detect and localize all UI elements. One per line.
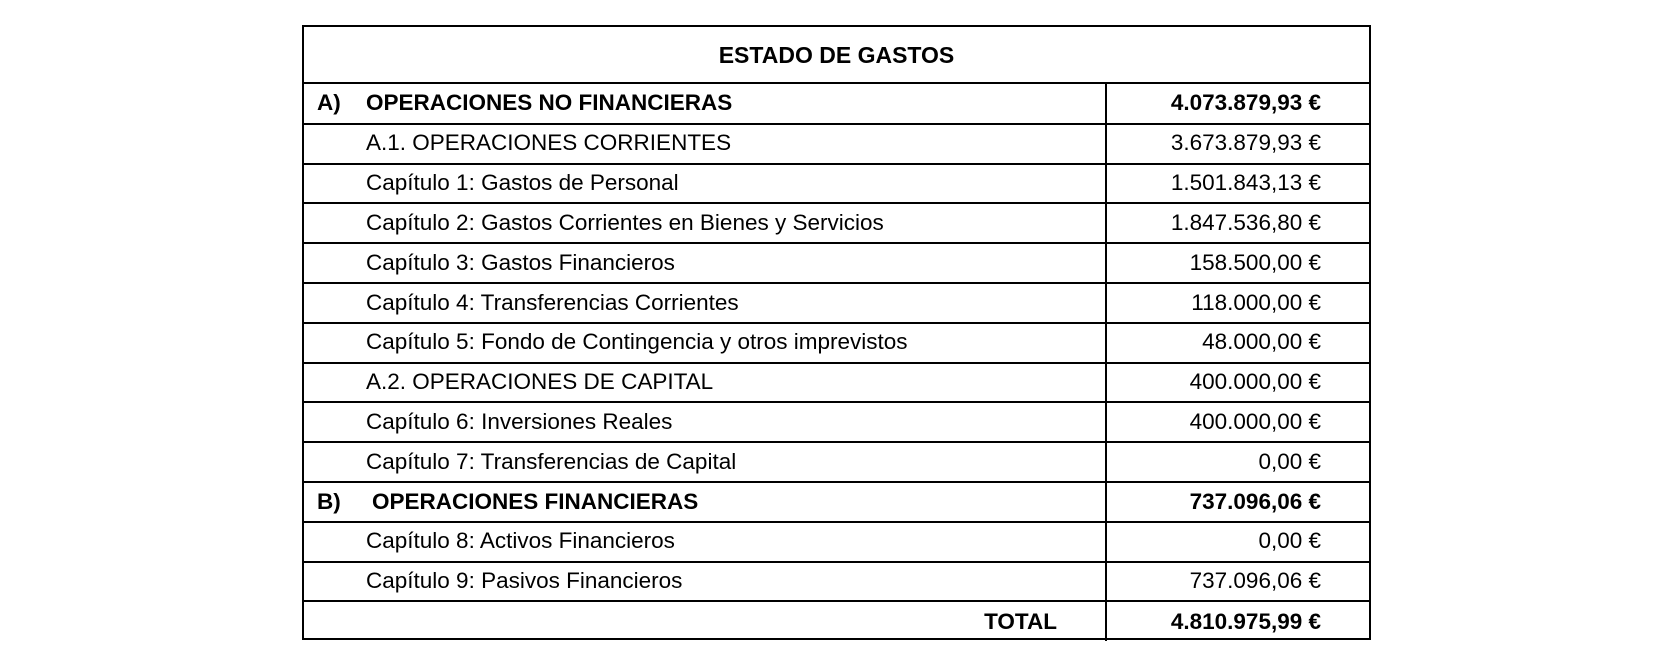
row-amount: 737.096,06 € (1106, 562, 1369, 602)
row-description: Capítulo 3: Gastos Financieros (360, 243, 1106, 283)
row-letter (304, 124, 360, 164)
table-row (304, 124, 1369, 164)
row-letter (304, 203, 360, 243)
row-amount: 0,00 € (1106, 522, 1369, 562)
row-amount: 4.073.879,93 € (1106, 84, 1369, 124)
row-letter (304, 402, 360, 442)
row-description: A.1. OPERACIONES CORRIENTES (360, 124, 1106, 164)
table-row (304, 363, 1369, 403)
table-row (304, 323, 1369, 363)
row-letter (304, 323, 360, 363)
row-amount: 158.500,00 € (1106, 243, 1369, 283)
table-row (304, 442, 1369, 482)
row-description: Capítulo 6: Inversiones Reales (360, 402, 1106, 442)
row-amount: 48.000,00 € (1106, 323, 1369, 363)
total-amount: 4.810.975,99 € (1106, 601, 1369, 641)
row-description: Capítulo 1: Gastos de Personal (360, 164, 1106, 204)
row-letter (304, 283, 360, 323)
row-amount: 400.000,00 € (1106, 402, 1369, 442)
total-letter-cell (304, 601, 360, 641)
row-description: Capítulo 7: Transferencias de Capital (360, 442, 1106, 482)
table-row (304, 522, 1369, 562)
row-description: Capítulo 2: Gastos Corrientes en Bienes y Servicios (360, 203, 1106, 243)
table-row (304, 562, 1369, 602)
row-description: Capítulo 4: Transferencias Corrientes (360, 283, 1106, 323)
total-label: TOTAL (984, 608, 1057, 634)
table-row (304, 243, 1369, 283)
row-amount: 1.847.536,80 € (1106, 203, 1369, 243)
row-amount: 118.000,00 € (1106, 283, 1369, 323)
row-letter (304, 243, 360, 283)
row-description: Capítulo 9: Pasivos Financieros (360, 562, 1106, 602)
expenses-table-body (304, 84, 1369, 641)
total-row (304, 601, 1369, 641)
table-row (304, 283, 1369, 323)
table-row (304, 482, 1369, 522)
row-description: OPERACIONES FINANCIERAS (360, 482, 1106, 522)
row-amount: 3.673.879,93 € (1106, 124, 1369, 164)
row-description: Capítulo 5: Fondo de Contingencia y otros imprevistos (360, 323, 1106, 363)
row-description: OPERACIONES NO FINANCIERAS (360, 84, 1106, 124)
table-row (304, 164, 1369, 204)
budget-sheet (302, 25, 1371, 640)
row-letter: A) (304, 84, 360, 124)
row-description: Capítulo 8: Activos Financieros (360, 522, 1106, 562)
row-letter (304, 164, 360, 204)
row-amount: 737.096,06 € (1106, 482, 1369, 522)
row-letter (304, 363, 360, 403)
table-title: ESTADO DE GASTOS (304, 27, 1369, 84)
row-amount: 400.000,00 € (1106, 363, 1369, 403)
row-description: A.2. OPERACIONES DE CAPITAL (360, 363, 1106, 403)
row-letter (304, 442, 360, 482)
table-row (304, 402, 1369, 442)
table-row (304, 203, 1369, 243)
expenses-table (304, 84, 1369, 641)
row-letter (304, 522, 360, 562)
row-amount: 1.501.843,13 € (1106, 164, 1369, 204)
table-row (304, 84, 1369, 124)
row-letter: B) (304, 482, 360, 522)
row-letter (304, 562, 360, 602)
row-amount: 0,00 € (1106, 442, 1369, 482)
